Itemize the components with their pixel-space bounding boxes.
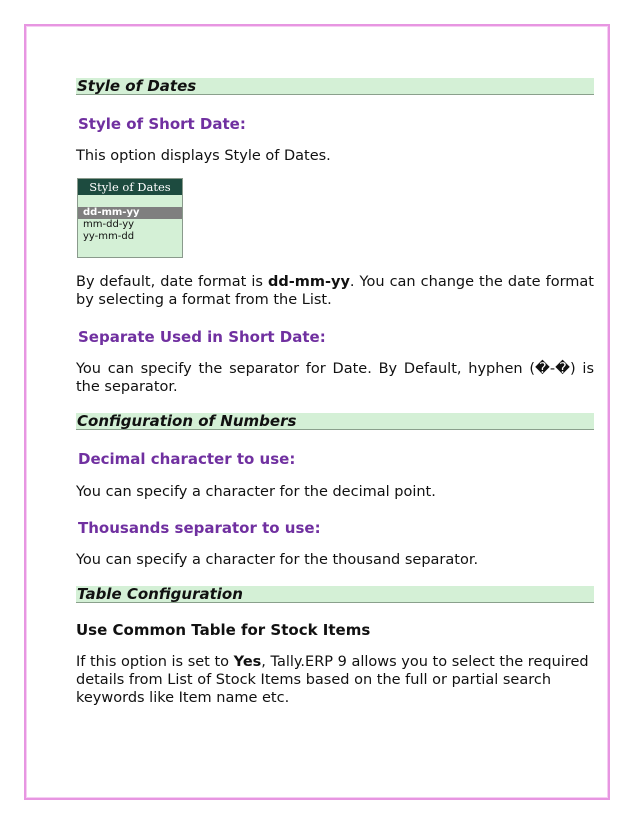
paragraph-style-intro: This option displays Style of Dates.	[76, 148, 331, 164]
list-option[interactable]: mm-dd-yy	[83, 219, 135, 230]
section-heading: Configuration of Numbers	[77, 412, 297, 430]
bold-text: Yes	[233, 654, 262, 670]
list-options	[78, 207, 182, 243]
paragraph-separator: You can specify the separator for Date. By Default, hyphen (�-�) is the separator.	[76, 361, 594, 395]
paragraph-common-table	[76, 653, 594, 707]
style-of-dates-list[interactable]	[77, 178, 183, 258]
subheading-use-common-table: Use Common Table for Stock Items	[76, 621, 371, 639]
text: By default, date format is	[76, 274, 268, 290]
list-option[interactable]: yy-mm-dd	[83, 231, 135, 242]
section-header-style-of-dates	[76, 78, 594, 95]
section-header-table-configuration	[76, 586, 594, 603]
text: . You can change the date format by selecting a format from the List.	[76, 274, 594, 308]
paragraph-default-date-format	[76, 273, 594, 309]
paragraph-decimal: You can specify a character for the decimal point.	[76, 484, 436, 500]
list-title: Style of Dates	[78, 179, 182, 195]
list-option-selected[interactable]: dd-mm-yy	[78, 207, 182, 219]
subheading-decimal-character: Decimal character to use:	[78, 450, 296, 468]
subheading-separate-used: Separate Used in Short Date:	[78, 328, 326, 346]
section-heading: Style of Dates	[77, 77, 197, 95]
subheading-style-of-short-date: Style of Short Date:	[78, 115, 246, 133]
bold-text: dd-mm-yy	[267, 274, 350, 290]
section-header-configuration-of-numbers	[76, 413, 594, 430]
text: If this option is set to	[76, 654, 234, 670]
subheading-thousands-separator: Thousands separator to use:	[78, 519, 321, 537]
section-heading: Table Configuration	[77, 585, 243, 603]
text: , Tally.ERP 9 allows you to select the required details from List of Stock Items based on the full or partial search keywords like Item name etc.	[76, 654, 589, 706]
paragraph-thousands: You can specify a character for the thousand separator.	[76, 552, 479, 568]
